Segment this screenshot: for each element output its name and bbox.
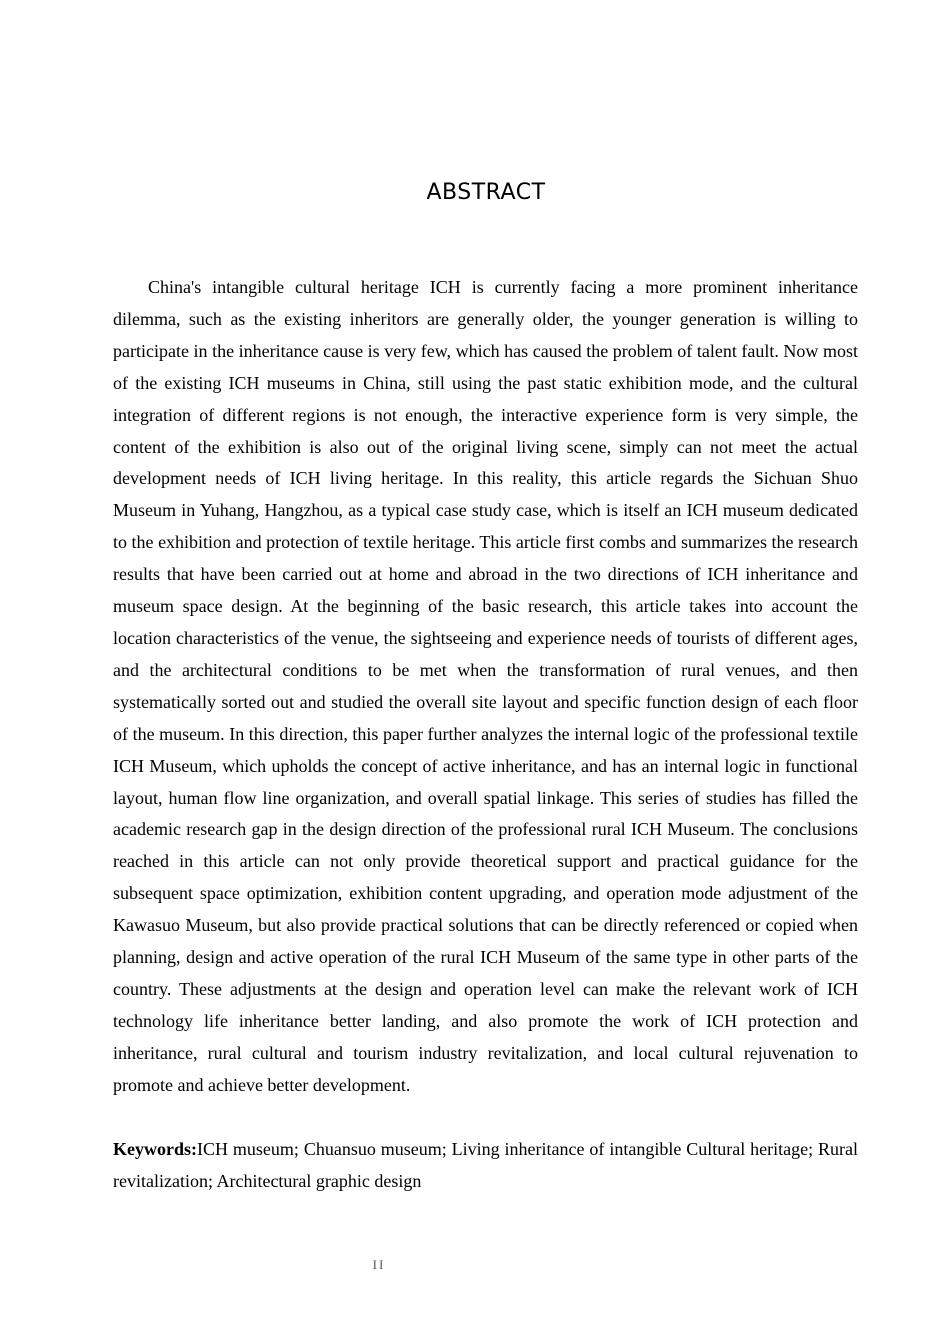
keywords-line [113,1134,858,1198]
keywords-text: ICH museum; Chuansuo museum; Living inheritance of intangible Cultural heritage; Rural revitalization; Architectural graphic design [113,1139,858,1191]
keywords-label: Keywords: [113,1139,197,1159]
abstract-title: ABSTRACT [426,180,546,205]
page-number: II [372,1257,386,1272]
abstract-body: China's intangible cultural heritage ICH is currently facing a more prominent inheritance dilemma, such as the existing inheritors are generally older, the younger generation is willing to participate in the inheritance cause is very few, which has caused the problem of talent fault. Now most of the existing ICH museums in China, still using the past static exhibition mode, and the cultural integration of different regions is not enough, the interactive experience form is very simple, the content of the exhibition is also out of the original living scene, simply can not meet the actual development needs of ICH living heritage. In this reality, this article regards the Sichuan Shuo Museum in Yuhang, Hangzhou, as a typical case study case, which is itself an ICH museum dedicated to the exhibition and protection of textile heritage. This article first combs and summarizes the research results that have been carried out at home and abroad in the two directions of ICH inheritance and museum space design. At the beginning of the basic research, this article takes into account the location characteristics of the venue, the sightseeing and experience needs of tourists of different ages, and the architectural conditions to be met when the transformation of rural venues, and then systematically sorted out and studied the overall site layout and specific function design of each floor of the museum. In this direction, this paper further analyzes the internal logic of the professional textile ICH Museum, which upholds the concept of active inheritance, and has an internal logic in functional layout, human flow line organization, and overall spatial linkage. This series of studies has filled the academic research gap in the design direction of the professional rural ICH Museum. The conclusions reached in this article can not only provide theoretical support and practical guidance for the subsequent space optimization, exhibition content upgrading, and operation mode adjustment of the Kawasuo Museum, but also provide practical solutions that can be directly referenced or copied when planning, design and active operation of the rural ICH Museum of the same type in other parts of the country. These adjustments at the design and operation level can make the relevant work of ICH technology life inheritance better landing, and also promote the work of ICH protection and inheritance, rural cultural and tourism industry revitalization, and local cultural rejuvenation to promote and achieve better development. [113,277,858,1095]
